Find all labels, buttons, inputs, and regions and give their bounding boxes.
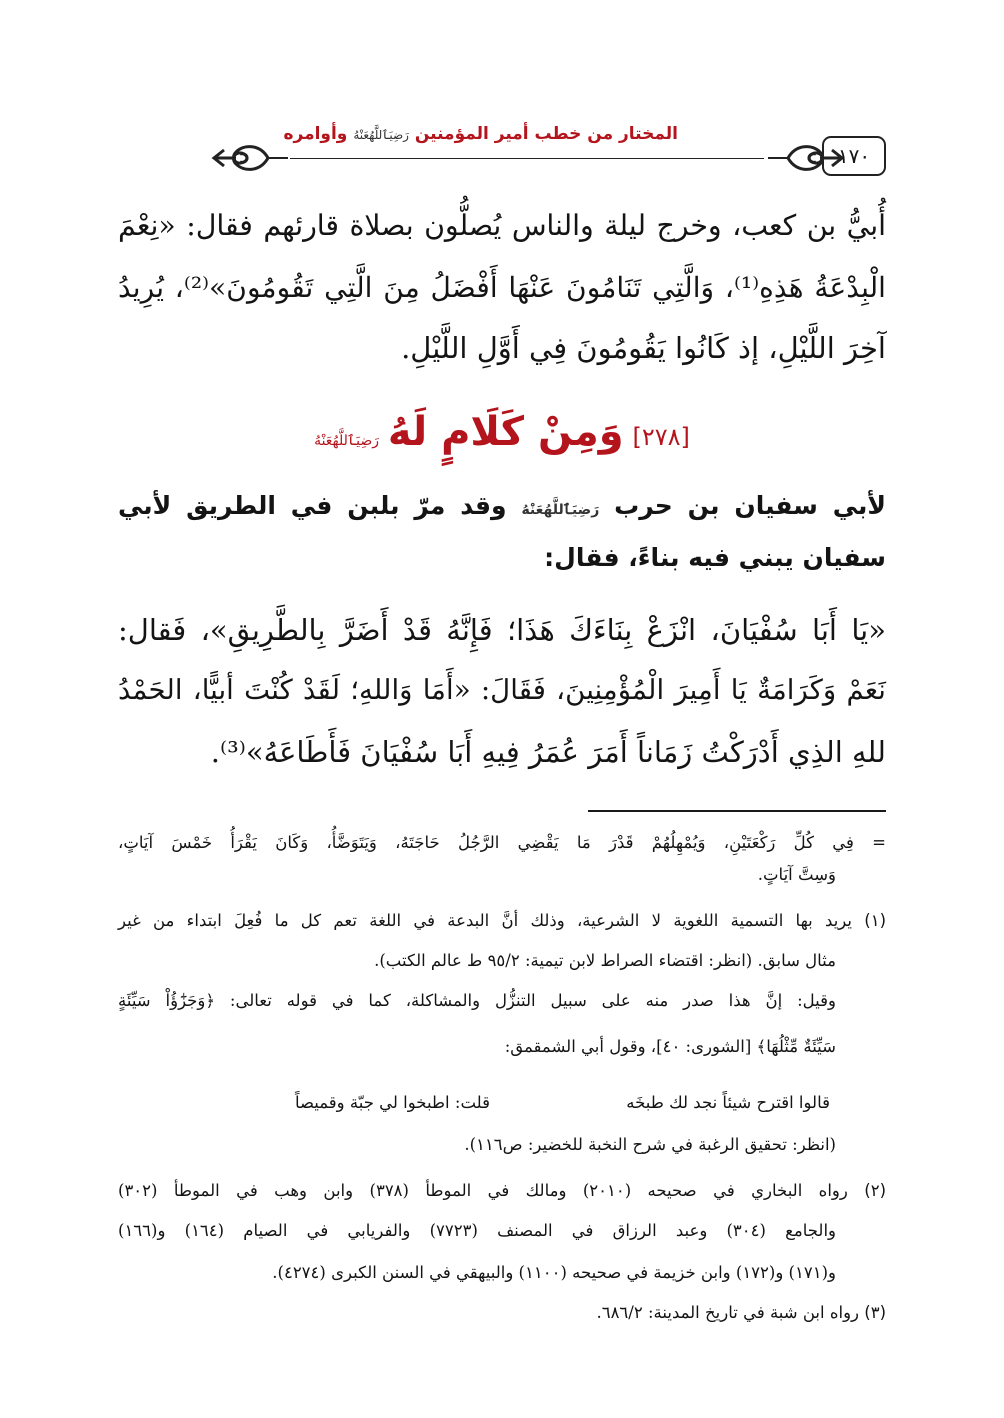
footnote-continuation-line-1 bbox=[118, 828, 886, 860]
footnote-2-line-2: والجامع (٣٠٤) وعبد الرزاق في المصنف (٧٧٢٣) والفريابي في الصيام (١٦٤) و(١٦٦) bbox=[118, 1221, 837, 1240]
footnote-1-line-3: وقيل: إنَّ هذا صدر منه على سبيل التنزُّل والمشاكلة، كما في قوله تعالى: ﴿وَجَزَٰٓؤُاْ سَيِّئَةٍ bbox=[118, 991, 836, 1010]
footnote-1-line-1 bbox=[118, 906, 886, 938]
footnote-2-text-1: رواه البخاري في صحيحه (٢٠١٠) ومالك في الموطأ (٣٧٨) وابن وهب في الموطأ (٣٠٢) bbox=[118, 1181, 848, 1200]
left-ornament-icon bbox=[210, 138, 290, 178]
body-line-2: الْبِدْعَةُ هَذِهِ⁽¹⁾، وَالَّتِي تَنَامُونَ عَنْهَا أَفْضَلُ مِنَ الَّتِي تَقُومُونَ»⁽²⁾، يُرِيدُ bbox=[118, 271, 886, 304]
footnote-separator bbox=[588, 810, 886, 812]
section-number: [٢٧٨] bbox=[632, 423, 690, 451]
running-title bbox=[283, 124, 678, 144]
footnote-1-line-4: سَيِّئَةٌ مِّثْلُهَا﴾ [الشورى: ٤٠]، وقول أبي الشمقمق: bbox=[504, 1037, 836, 1056]
speech-line-1: «يَا أَبَا سُفْيَانَ، انْزَعْ بِنَاءَكَ هَذَا؛ فَإِنَّهُ قَدْ أَضَرَّ بِالطَّرِيقِ»، فَقال: bbox=[118, 613, 886, 647]
page-header bbox=[210, 118, 886, 190]
intro-line-1 bbox=[118, 484, 886, 534]
footnote-2-marker: (٢) bbox=[864, 1181, 886, 1200]
section-title: وَمِنْ كَلَامٍ لَهُ bbox=[387, 409, 624, 455]
footnote-3-marker: (٣) bbox=[864, 1303, 886, 1322]
honorific-mark: رَضِيَٱللَّهُعَنْهُ bbox=[353, 128, 409, 142]
section-honorific: رَضِيَٱللَّهُعَنْهُ bbox=[314, 433, 379, 449]
footnote-1-text-1: يريد بها التسمية اللغوية لا الشرعية، وذلك أنَّ البدعة في اللغة تعم كل ما فُعِلَ ابتداء من غير bbox=[118, 911, 852, 930]
footnote-1-marker: (١) bbox=[864, 911, 887, 930]
header-rule bbox=[290, 158, 764, 159]
footnote-1-line-2: مثال سابق. (انظر: اقتضاء الصراط لابن تيمية: ٩٥/٢ ط عالم الكتب). bbox=[374, 951, 836, 970]
intro-honorific: رَضِيَٱللَّهُعَنْهُ bbox=[521, 502, 600, 518]
footnote-2-line-1 bbox=[118, 1176, 886, 1208]
continuation-marker: = bbox=[872, 833, 886, 852]
speech-line-2: نَعَمْ وَكَرَامَةٌ يَا أَمِيرَ الْمُؤْمِنِينَ، فَقَالَ: «أَمَا وَاللهِ؛ لَقَدْ كُنْتَ أبيًّا، الحَمْدُ bbox=[118, 673, 886, 706]
page-number: ١٧٠ bbox=[822, 136, 886, 176]
intro-text-a: لأبي سفيان بن حرب bbox=[614, 491, 886, 520]
running-title-suffix: وأوامره bbox=[283, 124, 348, 144]
body-line-3: آخِرَ اللَّيْلِ، إذ كَانُوا يَقُومُونَ فِي أَوَّلِ اللَّيْلِ. bbox=[401, 331, 886, 365]
footnote-3-text-1: رواه ابن شبة في تاريخ المدينة: ٦٨٦/٢. bbox=[596, 1303, 859, 1322]
continuation-text-1: فِي كُلِّ رَكْعَتَيْنِ، وَيُمْهِلُهُمْ قَدْرَ مَا يَقْضِي الرَّجُلُ حَاجَتَهُ، وَيَتَوَضَّأُ، وَكَانَ يَقْرَأُ خَمْسَ آيَاتٍ، bbox=[118, 833, 854, 852]
verse-first-hemistich: قالوا اقترح شيئاً نجد لك طبخَه bbox=[626, 1093, 830, 1112]
verse-second-hemistich: قلت: اطبخوا لي جبّة وقميصاً bbox=[294, 1093, 490, 1112]
footnote-continuation-line-2: وَسِتَّ آيَاتٍ. bbox=[757, 865, 836, 884]
intro-text-b: وقد مرّ بلبن في الطريق لأبي bbox=[118, 491, 507, 520]
body-line-1: أُبيُّ بن كعب، وخرج ليلة والناس يُصلُّون بصلاة قارئهم فقال: «نِعْمَ bbox=[118, 209, 886, 242]
intro-line-2: سفيان يبني فيه بناءً، فقال: bbox=[544, 543, 886, 572]
running-title-text: المختار من خطب أمير المؤمنين bbox=[414, 124, 678, 144]
footnote-3-line-1 bbox=[118, 1298, 886, 1330]
footnote-1-verse bbox=[190, 1088, 830, 1118]
footnote-2-line-3: و(١٧١) و(١٧٢) وابن خزيمة في صحيحه (١١٠٠) والبيهقي في السنن الكبرى (٤٢٧٤). bbox=[272, 1263, 836, 1282]
speech-line-3: للهِ الذِي أَدْرَكْتُ زَمَاناً أَمَرَ عُمَرُ فِيهِ أَبَا سُفْيَانَ فَأَطَاعَهُ»⁽³⁾. bbox=[210, 735, 886, 769]
section-heading bbox=[118, 402, 886, 471]
footnote-1-line-5: (انظر: تحقيق الرغبة في شرح النخبة للخضير: ص١١٦). bbox=[464, 1135, 836, 1154]
